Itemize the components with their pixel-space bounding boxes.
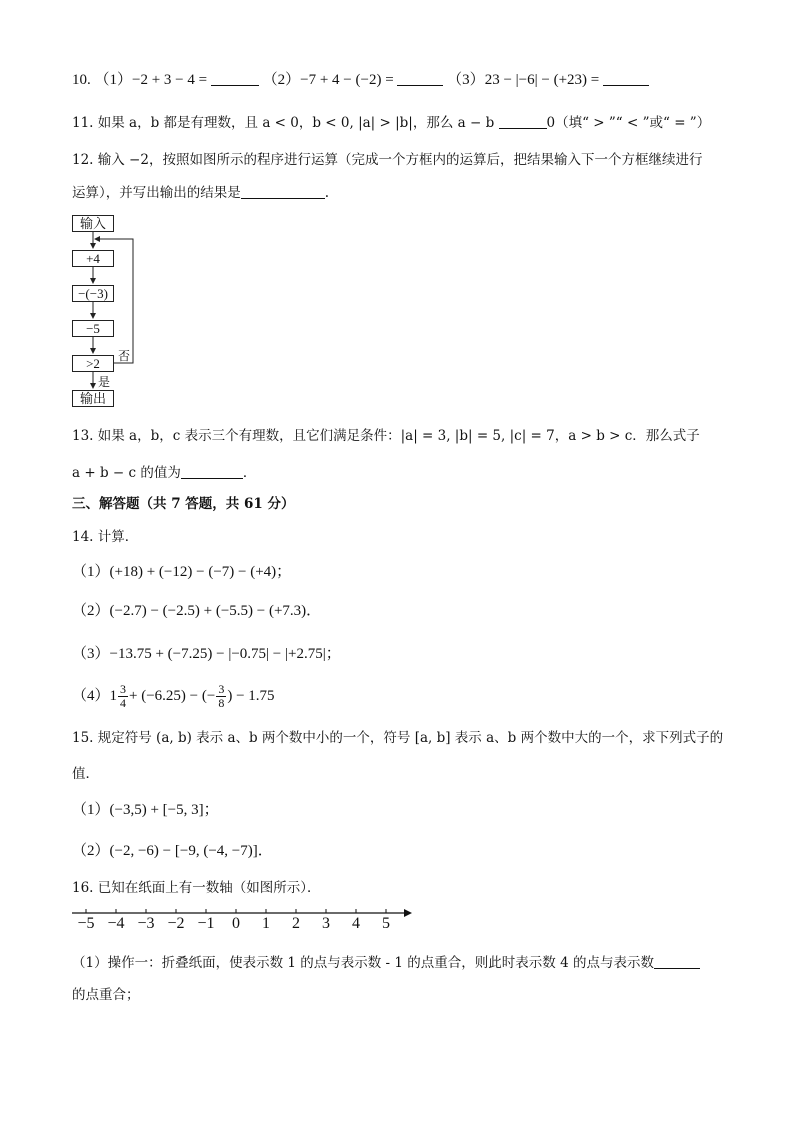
q16-part1-answer-blank[interactable] — [654, 954, 700, 969]
q14-part4-label: （4） — [72, 688, 110, 704]
question-15-line1: 15. 规定符号 (a, b) 表示 a、b 两个数中小的一个，符号 [a, b] 表示 a、b 两个数中大的一个，求下列式子的 — [72, 730, 724, 746]
q12-text: 运算），并写出输出的结果是 — [72, 185, 241, 201]
flow-input-box: 输入 — [72, 215, 114, 232]
question-15-line2: 值． — [72, 766, 99, 782]
question-16-title: 16. 已知在纸面上有一数轴（如图所示）． — [72, 880, 321, 896]
q10-part1-expression: −2 + 3 − 4 = — [132, 72, 208, 88]
number-line-tick-label: 4 — [352, 915, 360, 932]
number-line-tick-label: −1 — [197, 915, 215, 932]
flow-output-box: 输出 — [72, 390, 114, 407]
q10-part1-label: （1） — [94, 72, 133, 88]
q10-part2-expression: −7 + 4 − (−2) = — [300, 72, 394, 88]
q14-part4-end: ) − 1.75 — [227, 688, 275, 704]
number-line-arrowhead — [404, 909, 412, 917]
question-14-title: 14. 计算． — [72, 529, 139, 545]
fraction1-numerator: 3 — [120, 682, 127, 697]
flow-condition-box: >2 — [72, 355, 114, 372]
q10-part2-label: （2） — [262, 72, 301, 88]
number-line-tick-label: −2 — [167, 915, 185, 932]
question-12-line1: 12. 输入 −2，按照如图所示的程序进行运算（完成一个方框内的运算后，把结果输入下一个方框继续进行 — [72, 152, 703, 168]
q10-number: 10. — [72, 72, 91, 88]
q13-text: a + b − c 的值为 — [72, 465, 181, 481]
section-3-heading: 三、解答题（共 7 答题，共 61 分） — [72, 496, 295, 512]
flow-yes-label: 是 — [98, 375, 111, 389]
number-line-tick-label: 3 — [322, 915, 330, 932]
number-line-tick-label: −5 — [77, 915, 95, 932]
q14-part4-whole: 1 — [109, 688, 118, 704]
flow-subtract5-box: −5 — [72, 320, 114, 337]
number-line-tick-label: −3 — [137, 915, 155, 932]
number-line-tick-label: 2 — [292, 915, 300, 932]
question-16-part1-line2: 的点重合； — [72, 987, 140, 1003]
fraction2-numerator: 3 — [218, 682, 225, 697]
question-15-part2: （2）(−2, −6) − [−9, (−4, −7)]． — [72, 843, 273, 859]
question-13-line1: 13. 如果 a，b，c 表示三个有理数，且它们满足条件：|a| = 3, |b| = 5, |c| = 7，a > b > c．那么式子 — [72, 428, 700, 444]
number-line-tick-label: 0 — [232, 915, 240, 932]
q11-text-end: 0（填“ > ”“ < ”或“ = ”） — [546, 115, 711, 131]
flow-no-label: 否 — [118, 349, 131, 363]
number-line-tick-label: −4 — [107, 915, 125, 932]
number-line-tick-label: 1 — [262, 915, 270, 932]
fraction2-denominator: 8 — [218, 696, 225, 711]
question-15-part1: （1）(−3,5) + [−5, 3]； — [72, 802, 219, 818]
q10-part3-expression: 23 − |−6| − (+23) = — [484, 72, 600, 88]
q10-part3-label: （3） — [447, 72, 485, 88]
q12-text-end: . — [324, 185, 330, 201]
flow-add4-box: +4 — [72, 250, 114, 267]
question-14-part3: （3）−13.75 + (−7.25) − |−0.75| − |+2.75|； — [72, 646, 341, 662]
q16-part1-text: （1）操作一：折叠纸面，使表示数 1 的点与表示数 - 1 的点重合，则此时表示数 4 的点与表示数 — [72, 955, 654, 971]
q13-text-end: ． — [242, 465, 257, 481]
question-16-part1-line1 — [72, 953, 700, 973]
question-14-part1: （1）(+18) + (−12) − (−7) − (+4)； — [72, 564, 292, 580]
number-line-tick-label: 5 — [382, 915, 390, 932]
fraction1-denominator: 4 — [120, 696, 127, 711]
flow-subtract-neg3-box: −(−3) — [72, 285, 114, 302]
q14-part4-middle: + (−6.25) − (− — [129, 688, 216, 704]
question-14-part2: （2）(−2.7) − (−2.5) + (−5.5) − (+7.3)． — [72, 603, 322, 619]
q11-text: 11. 如果 a，b 都是有理数，且 a < 0，b < 0, |a| > |b|，那么 a − b — [72, 115, 495, 131]
